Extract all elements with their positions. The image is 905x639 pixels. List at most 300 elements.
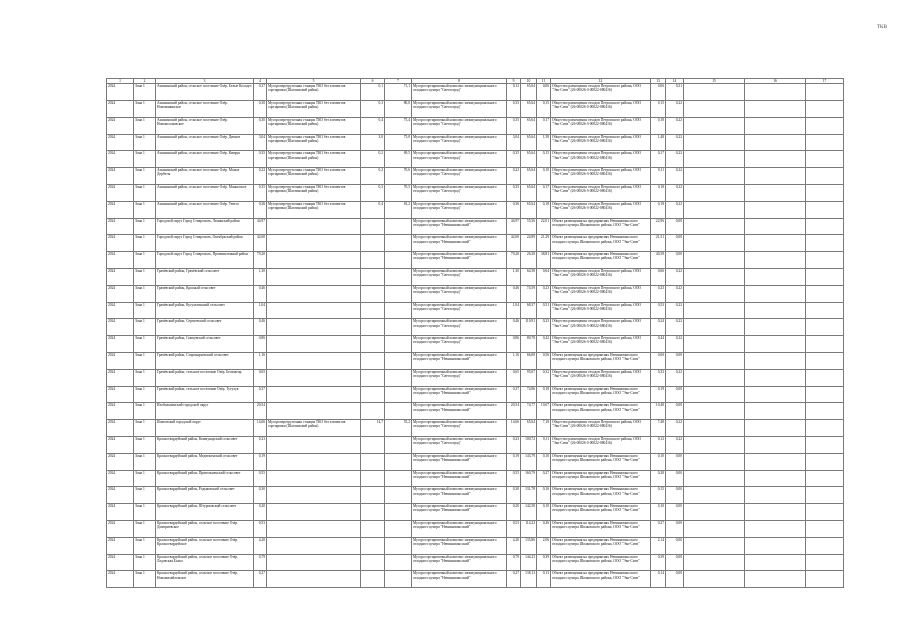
table-row: [107, 319, 844, 336]
table-row: [107, 252, 844, 269]
table-cell: [684, 453, 745, 470]
table-row: [107, 453, 844, 470]
table-cell: [745, 504, 806, 521]
table-cell: [684, 117, 745, 134]
table-cell: Мусоросортировочный комплекс межмуниципального отходного центра "Невинномысский": [412, 386, 507, 403]
table-row: [107, 537, 844, 554]
table-cell: 65,64: [521, 117, 537, 134]
table-cell: Объект размещения на предприятиях Невинномысского отходного центра Шпаковского района, ООО "Эко-Сити": [551, 252, 651, 269]
table-cell: 0,86: [507, 336, 521, 353]
table-cell: [684, 101, 745, 118]
table-cell: 142,58: [521, 504, 537, 521]
table-cell: 0,30: [254, 117, 267, 134]
table-cell: 0,30: [254, 101, 267, 118]
table-cell: [745, 117, 806, 134]
table-cell: Изобильненский городской округ: [156, 403, 254, 420]
table-cell: Зона 1: [134, 420, 156, 437]
table-cell: [267, 470, 361, 487]
table-cell: [745, 554, 806, 571]
table-cell: Мусоросортировочный комплекс межмуниципального отходного центра "Невинномысский": [412, 571, 507, 588]
table-cell: Красногвардейский район, Медвеженский сельсовет: [156, 453, 254, 470]
table-cell: [361, 453, 385, 470]
table-cell: Общество размещения отходов Петровского района, ООО "Эко-Сити" (26-00026-З-00022-080416): [551, 151, 651, 168]
table-cell: 42,60: [254, 235, 267, 252]
table-cell: Общество размещения отходов Петровского района, ООО "Эко-Сити" (26-00026-З-00022-080416): [551, 84, 651, 101]
table-cell: [361, 520, 385, 537]
table-cell: [684, 369, 745, 386]
table-cell: 95,07: [521, 369, 537, 386]
table-cell: Мусоросортировочный комплекс межмуниципального отходного центра "Невинномысский": [412, 352, 507, 369]
table-cell: 0,11: [537, 436, 551, 453]
table-cell: 0,27: [651, 520, 666, 537]
table-cell: 1,30: [507, 268, 521, 285]
table-cell: [385, 369, 412, 386]
table-cell: 2024: [107, 184, 134, 201]
table-cell: 2024: [107, 101, 134, 118]
table-cell: 0,10: [651, 504, 666, 521]
table-cell: [806, 352, 844, 369]
table-cell: 1,30: [254, 268, 267, 285]
table-cell: Зона 1: [134, 84, 156, 101]
table-cell: 69,5: [385, 151, 412, 168]
table-cell: 0,30: [507, 487, 521, 504]
table-cell: 0,00: [666, 571, 684, 588]
table-cell: [684, 184, 745, 201]
table-cell: Общество размещения отходов Петровского района, ООО "Эко-Сити" (26-00026-З-00022-080416): [551, 319, 651, 336]
table-cell: Красногвардейский район, сельское поселение Озёр. Дмитриевское: [156, 520, 254, 537]
table-cell: Общество размещения отходов Петровского района, ООО "Эко-Сити" (26-00026-З-00022-080416): [551, 134, 651, 151]
table-cell: 0,00: [666, 252, 684, 269]
table-cell: [806, 252, 844, 269]
table-cell: [385, 520, 412, 537]
table-cell: 2024: [107, 302, 134, 319]
table-row: [107, 151, 844, 168]
table-cell: [385, 285, 412, 302]
table-cell: [745, 369, 806, 386]
table-cell: 75,0: [385, 134, 412, 151]
table-cell: 143,79: [521, 453, 537, 470]
table-cell: [684, 554, 745, 571]
table-cell: 0,00: [666, 403, 684, 420]
table-cell: [806, 268, 844, 285]
table-cell: 0,27: [507, 571, 521, 588]
table-row: [107, 201, 844, 218]
table-cell: 42,60: [507, 235, 521, 252]
column-header: 7: [385, 79, 412, 84]
table-cell: 55,2: [385, 420, 412, 437]
table-cell: [361, 571, 385, 588]
table-cell: 79,20: [254, 252, 267, 269]
table-cell: 0,31: [666, 84, 684, 101]
table-cell: [361, 319, 385, 336]
table-cell: 0,53: [507, 520, 521, 537]
table-cell: [806, 235, 844, 252]
table-row: [107, 369, 844, 386]
table-cell: [361, 537, 385, 554]
table-cell: Ашанинский район, сельское поселение Озёр. Новоманинское: [156, 101, 254, 118]
table-cell: 0,65: [507, 369, 521, 386]
table-cell: 0,16: [537, 487, 551, 504]
table-cell: 0,22: [666, 101, 684, 118]
table-cell: 75,4: [385, 117, 412, 134]
table-cell: Ашанинский район, сельское поселение Озёр. Уючта: [156, 201, 254, 218]
table-cell: [745, 386, 806, 403]
table-row: [107, 117, 844, 134]
table-row: [107, 302, 844, 319]
table-cell: 0,10: [537, 504, 551, 521]
table-cell: Ашанинский район, сельское поселение Озёр. Новоколоновское: [156, 117, 254, 134]
table-cell: Зона 1: [134, 571, 156, 588]
table-cell: Общество размещения отходов Петровского района, ООО "Эко-Сити" (26-00026-З-00022-080416): [551, 302, 651, 319]
table-cell: Грачёвский район, Спицевский сельсовет: [156, 336, 254, 353]
table-cell: Зона 1: [134, 134, 156, 151]
table-cell: Мусоросортировочный комплекс межмуниципального отходного центра "Светлоград": [412, 134, 507, 151]
table-cell: 0,20: [254, 504, 267, 521]
table-cell: 0,19: [651, 386, 666, 403]
table-cell: [684, 487, 745, 504]
table-cell: 0,00: [666, 504, 684, 521]
table-cell: 0,19: [507, 453, 521, 470]
table-cell: 0,35: [254, 151, 267, 168]
table-cell: Грачёвский район, Старомарьевский сельсовет: [156, 352, 254, 369]
table-cell: Зона 1: [134, 336, 156, 353]
table-cell: 0,46: [254, 319, 267, 336]
table-cell: Объект размещения на предприятиях Невинномысского отходного центра Шпаковского района, ООО "Эко-Сити": [551, 470, 651, 487]
table-cell: Зона 1: [134, 184, 156, 201]
table-cell: 0,30: [254, 487, 267, 504]
table-cell: 0,86: [254, 336, 267, 353]
table-cell: [806, 101, 844, 118]
page-number: TKB: [877, 25, 887, 30]
table-cell: [385, 504, 412, 521]
table-cell: Мусоросортировочный комплекс межмуниципального отходного центра "Светлоград": [412, 84, 507, 101]
table-cell: 0,79: [507, 554, 521, 571]
table-cell: 0,22: [666, 436, 684, 453]
table-cell: 2024: [107, 554, 134, 571]
table-cell: 0,1: [361, 84, 385, 101]
table-cell: Красногвардейский район, Привольненский сельсовет: [156, 470, 254, 487]
table-cell: 0,00: [666, 470, 684, 487]
table-cell: [745, 151, 806, 168]
table-row: [107, 101, 844, 118]
table-cell: Зона 1: [134, 201, 156, 218]
table-cell: 80,0: [385, 101, 412, 118]
table-cell: [361, 369, 385, 386]
table-cell: [361, 470, 385, 487]
table-cell: Мусоросортировочный комплекс межмуниципального отходного центра "Светлоград": [412, 151, 507, 168]
table-cell: 0,56: [537, 352, 551, 369]
table-cell: [267, 336, 361, 353]
table-cell: Общество размещения отходов Петровского района, ООО "Эко-Сити" (26-00026-З-00022-080416): [551, 285, 651, 302]
table-cell: Объект размещения на предприятиях Невинномысского отходного центра Шпаковского района, ООО "Эко-Сити": [551, 352, 651, 369]
table-cell: Мусороперегрузочная станция ТКО без элементов сортировки (Шахтинский район): [267, 117, 361, 134]
column-header: 11: [537, 79, 551, 84]
column-header: 1: [107, 79, 134, 84]
column-header: 8: [412, 79, 507, 84]
table-cell: [361, 554, 385, 571]
table-cell: 26,30: [521, 252, 537, 269]
table-cell: 0,22: [666, 369, 684, 386]
table-cell: 79,20: [507, 252, 521, 269]
table-cell: [684, 386, 745, 403]
table-cell: 22,96: [651, 218, 666, 235]
table-cell: [385, 571, 412, 588]
table-cell: [361, 235, 385, 252]
table-cell: Общество размещения отходов Петровского района, ООО "Эко-Сити" (26-00026-З-00022-080416): [551, 168, 651, 185]
table-cell: Мусоросортировочный комплекс межмуниципального отходного центра "Светлоград": [412, 201, 507, 218]
table-cell: Объект размещения на предприятиях Невинномысского отходного центра Шпаковского района, ООО "Эко-Сити": [551, 453, 651, 470]
table-cell: 4,20: [254, 537, 267, 554]
column-header: 17: [806, 79, 844, 84]
table-cell: 0,18: [651, 184, 666, 201]
column-header: 15: [684, 79, 745, 84]
table-cell: 0,79: [254, 554, 267, 571]
table-cell: 131,78: [521, 487, 537, 504]
table-cell: Мусоросортировочный комплекс межмуниципального отходного центра "Невинномысский": [412, 252, 507, 269]
table-cell: [745, 252, 806, 269]
column-header: 12: [551, 79, 651, 84]
table-cell: 0,17: [651, 151, 666, 168]
table-cell: 2024: [107, 436, 134, 453]
table-cell: Зона 1: [134, 218, 156, 235]
table-cell: 0,22: [254, 168, 267, 185]
table-cell: [267, 571, 361, 588]
table-cell: 0,00: [666, 352, 684, 369]
table-cell: 40,39: [651, 252, 666, 269]
table-cell: [684, 520, 745, 537]
table-cell: Общество размещения отходов Петровского района, ООО "Эко-Сити" (26-00026-З-00022-080416): [551, 369, 651, 386]
table-cell: Зона 1: [134, 504, 156, 521]
table-cell: 0,35: [507, 184, 521, 201]
table-cell: [806, 436, 844, 453]
table-row: [107, 134, 844, 151]
table-cell: Мусоросортировочный комплекс межмуниципального отходного центра "Светлоград": [412, 101, 507, 118]
table-cell: [806, 319, 844, 336]
table-cell: [684, 134, 745, 151]
table-cell: 0,18: [651, 117, 666, 134]
table-cell: [385, 537, 412, 554]
table-cell: 70,6: [385, 168, 412, 185]
table-cell: Мусороперегрузочная станция ТКО без элементов сортировки (Шахтинский район): [267, 184, 361, 201]
table-cell: 2024: [107, 201, 134, 218]
table-cell: [267, 504, 361, 521]
table-cell: 0,33: [651, 369, 666, 386]
table-cell: [385, 386, 412, 403]
table-cell: Зона 1: [134, 386, 156, 403]
table-cell: [684, 151, 745, 168]
table-cell: [745, 520, 806, 537]
table-row: [107, 470, 844, 487]
table-cell: [806, 117, 844, 134]
table-cell: [267, 218, 361, 235]
table-cell: [745, 134, 806, 151]
table-cell: 0,12: [651, 436, 666, 453]
table-cell: [684, 352, 745, 369]
table-cell: 2024: [107, 252, 134, 269]
table-cell: 0,15: [537, 101, 551, 118]
table-cell: 0,22: [666, 201, 684, 218]
table-cell: 0,00: [666, 487, 684, 504]
table-cell: 74,59: [521, 285, 537, 302]
column-header: 10: [521, 79, 537, 84]
table-cell: [745, 420, 806, 437]
table-cell: 0,39: [537, 554, 551, 571]
table-cell: 65,64: [521, 201, 537, 218]
table-cell: [806, 151, 844, 168]
table-cell: Объект размещения на предприятиях Невинномысского отходного центра Шпаковского района, ООО "Эко-Сити": [551, 235, 651, 252]
table-cell: Грачёвский район, Красный сельсовет: [156, 285, 254, 302]
table-cell: [385, 403, 412, 420]
table-cell: 0,36: [507, 201, 521, 218]
table-cell: 20,54: [507, 403, 521, 420]
table-cell: Мусоросортировочный комплекс межмуниципального отходного центра "Невинномысский": [412, 403, 507, 420]
table-cell: [267, 453, 361, 470]
table-row: [107, 84, 844, 101]
table-cell: 14,66: [507, 420, 521, 437]
table-cell: 0,4: [361, 201, 385, 218]
table-cell: Мусороперегрузочная станция ТКО без элементов сортировки (Шахтинский район): [267, 420, 361, 437]
table-cell: 55,56: [521, 218, 537, 235]
table-cell: 2024: [107, 285, 134, 302]
table-cell: 0,17: [537, 117, 551, 134]
table-cell: [361, 218, 385, 235]
table-cell: 0,22: [666, 117, 684, 134]
table-cell: 0,46: [507, 285, 521, 302]
table-cell: 0,18: [651, 201, 666, 218]
table-cell: [745, 302, 806, 319]
table-cell: [385, 436, 412, 453]
table-cell: [385, 302, 412, 319]
table-cell: 0,23: [537, 319, 551, 336]
table-cell: 65,64: [521, 420, 537, 437]
table-cell: Мусоросортировочный комплекс межмуниципального отходного центра "Невинномысский": [412, 470, 507, 487]
table-cell: [745, 235, 806, 252]
table-cell: [267, 436, 361, 453]
table-cell: [684, 168, 745, 185]
table-cell: [361, 386, 385, 403]
column-header: 16: [745, 79, 806, 84]
table-cell: 2024: [107, 268, 134, 285]
table-cell: Зона 1: [134, 369, 156, 386]
table-cell: 0,35: [254, 184, 267, 201]
table-cell: Мусороперегрузочная станция ТКО без элементов сортировки (Шахтинский район): [267, 101, 361, 118]
table-cell: Мусоросортировочный комплекс межмуниципального отходного центра "Невинномысский": [412, 504, 507, 521]
table-cell: 0,53: [651, 302, 666, 319]
table-cell: 0,06: [651, 84, 666, 101]
table-cell: 2024: [107, 420, 134, 437]
table-cell: 0,32: [537, 369, 551, 386]
table-cell: 0,20: [507, 504, 521, 521]
table-cell: 0,15: [651, 101, 666, 118]
table-cell: Зона 1: [134, 554, 156, 571]
table-cell: [745, 352, 806, 369]
table-row: [107, 403, 844, 420]
table-cell: 0,23: [537, 285, 551, 302]
table-cell: [684, 319, 745, 336]
table-cell: 74,77: [521, 403, 537, 420]
table-cell: 38,81: [537, 252, 551, 269]
table-cell: 2024: [107, 470, 134, 487]
table-row: [107, 168, 844, 185]
table-cell: [684, 336, 745, 353]
table-cell: 0,17: [537, 184, 551, 201]
table-cell: Общество размещения отходов Петровского района, ООО "Эко-Сити" (26-00026-З-00022-080416): [551, 420, 651, 437]
table-cell: Общество размещения отходов Петровского района, ООО "Эко-Сити" (26-00026-З-00022-080416): [551, 117, 651, 134]
table-cell: 135,86: [521, 537, 537, 554]
table-row: [107, 554, 844, 571]
table-cell: Зона 1: [134, 487, 156, 504]
table-cell: 0,36: [254, 201, 267, 218]
table-cell: 0,44: [651, 336, 666, 353]
table-row: [107, 386, 844, 403]
table-cell: [385, 319, 412, 336]
table-cell: Ашанинский район, сельское поселение Озёр. Киврук: [156, 151, 254, 168]
table-cell: Ипатовский городской округ: [156, 420, 254, 437]
table-cell: 2024: [107, 403, 134, 420]
table-cell: [267, 352, 361, 369]
table-cell: [267, 386, 361, 403]
table-cell: Ашанинский район, сельское поселение Озёр. Дивное: [156, 134, 254, 151]
table-cell: Городской округ Город Ставрополь, Ленинский район: [156, 218, 254, 235]
table-cell: [267, 520, 361, 537]
table-cell: Мусороперегрузочная станция ТКО без элементов сортировки (Шахтинский район): [267, 201, 361, 218]
table-cell: [267, 537, 361, 554]
table-cell: [385, 252, 412, 269]
table-cell: [684, 470, 745, 487]
table-cell: 0,22: [666, 285, 684, 302]
table-cell: 0,00: [666, 537, 684, 554]
table-cell: [806, 168, 844, 185]
table-cell: [267, 285, 361, 302]
table-cell: Мусоросортировочный комплекс межмуниципального отходного центра "Светлоград": [412, 420, 507, 437]
table-cell: [267, 302, 361, 319]
table-cell: Общество размещения отходов Петровского района, ООО "Эко-Сити" (26-00026-З-00022-080416): [551, 201, 651, 218]
table-cell: [745, 537, 806, 554]
table-cell: Объект размещения на предприятиях Невинномысского отходного центра Шпаковского района, ООО "Эко-Сити": [551, 571, 651, 588]
table-cell: 0,4: [361, 117, 385, 134]
table-cell: 144,23: [521, 554, 537, 571]
table-cell: 1,16: [254, 352, 267, 369]
table-cell: Объект размещения на предприятиях Невинномысского отходного центра Шпаковского района, ООО "Эко-Сити": [551, 520, 651, 537]
table-cell: 44,97: [507, 218, 521, 235]
table-cell: [385, 470, 412, 487]
table-cell: [684, 537, 745, 554]
table-cell: 0,39: [651, 554, 666, 571]
data-table: [106, 78, 844, 588]
table-cell: 100,72: [521, 436, 537, 453]
table-cell: 65,64: [521, 101, 537, 118]
table-cell: 65,64: [521, 184, 537, 201]
table-cell: [806, 420, 844, 437]
table-cell: 0,24: [651, 319, 666, 336]
table-cell: 0,28: [651, 470, 666, 487]
table-cell: Зона 1: [134, 151, 156, 168]
table-cell: 24,89: [521, 235, 537, 252]
table-cell: 21,29: [537, 235, 551, 252]
table-cell: Мусоросортировочный комплекс межмуниципального отходного центра "Невинномысский": [412, 218, 507, 235]
table-cell: [684, 571, 745, 588]
table-cell: [745, 268, 806, 285]
table-row: [107, 487, 844, 504]
column-header: 9: [507, 79, 521, 84]
table-cell: Мусоросортировочный комплекс межмуниципального отходного центра "Невинномысский": [412, 235, 507, 252]
table-row: [107, 571, 844, 588]
table-cell: [745, 285, 806, 302]
table-cell: 21,31: [651, 235, 666, 252]
table-cell: [745, 487, 806, 504]
column-header: 13: [651, 79, 666, 84]
table-cell: Объект размещения на предприятиях Невинномысского отходного центра Шпаковского района, ООО "Эко-Сити": [551, 386, 651, 403]
